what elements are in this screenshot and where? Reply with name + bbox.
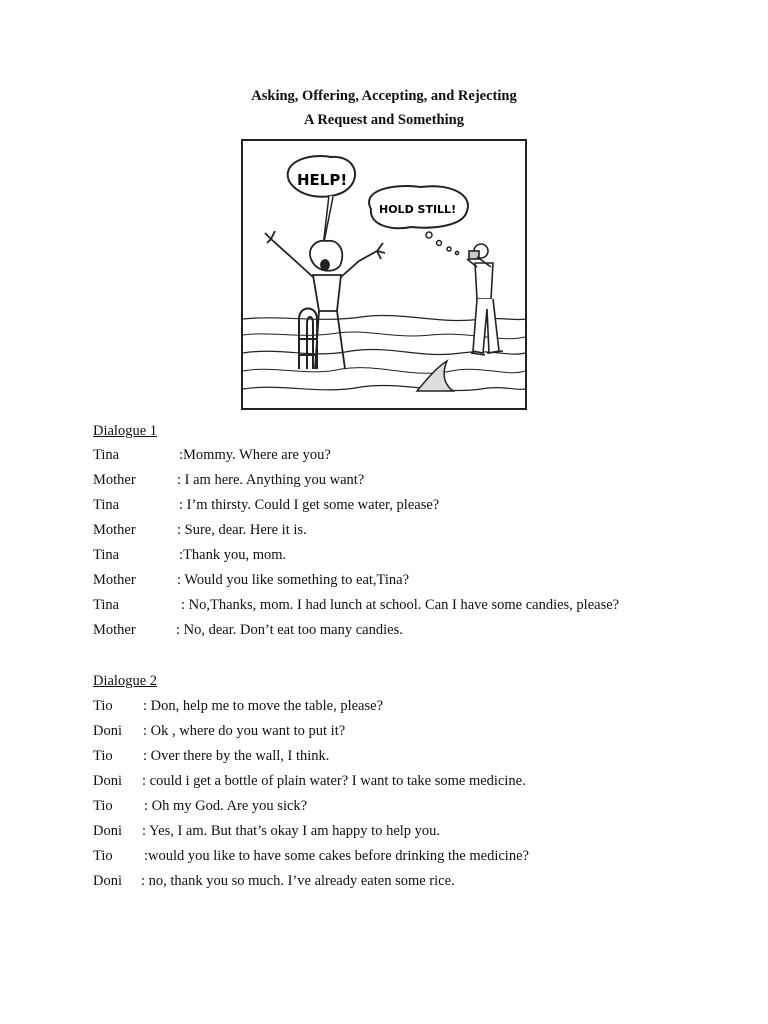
speaker-label: Doni bbox=[93, 773, 122, 789]
dialogue-text: :would you like to have some cakes before drinking the medicine? bbox=[144, 848, 529, 864]
dialogue-text: : I’m thirsty. Could I get some water, please? bbox=[179, 497, 440, 513]
speaker-label: Tina bbox=[93, 597, 120, 613]
dialogue-text: : Sure, dear. Here it is. bbox=[177, 522, 307, 538]
speaker-label: Doni bbox=[93, 873, 122, 889]
dialogue-text: : Over there by the wall, I think. bbox=[143, 748, 330, 764]
dialogue-2-line bbox=[93, 698, 383, 715]
dialogue-2-heading: Dialogue 2 bbox=[93, 673, 158, 689]
dialogue-text: : could i get a bottle of plain water? I want to take some medicine. bbox=[142, 773, 526, 789]
dialogue-1-heading: Dialogue 1 bbox=[93, 423, 158, 439]
speaker-label: Tio bbox=[93, 848, 113, 864]
dialogue-text: :Thank you, mom. bbox=[179, 547, 287, 563]
dialogue-text: : Would you like something to eat,Tina? bbox=[177, 572, 410, 588]
dialogue-2-line bbox=[93, 823, 441, 840]
dialogue-1-line bbox=[93, 497, 440, 514]
speaker-label: Tina bbox=[93, 497, 120, 513]
dialogue-2-line bbox=[93, 848, 529, 865]
dialogue-1-line bbox=[93, 622, 403, 639]
dialogue-1-line bbox=[93, 597, 620, 614]
document-title: Asking, Offering, Accepting, and Rejecting bbox=[251, 88, 517, 104]
speaker-label: Tio bbox=[93, 698, 113, 714]
help-text: HELP! bbox=[297, 171, 348, 189]
speaker-label: Tina bbox=[93, 547, 120, 563]
speaker-label: Mother bbox=[93, 522, 136, 538]
cartoon-illustration bbox=[241, 139, 527, 410]
dialogue-text: : no, thank you so much. I’ve already eaten some rice. bbox=[141, 873, 455, 889]
dialogue-text: : Don, help me to move the table, please? bbox=[143, 698, 383, 714]
document-subtitle: A Request and Something bbox=[304, 112, 464, 128]
dialogue-text: : Oh my God. Are you sick? bbox=[144, 798, 308, 814]
speaker-label: Tio bbox=[93, 748, 113, 764]
speaker-label: Mother bbox=[93, 472, 136, 488]
speaker-label: Tio bbox=[93, 798, 113, 814]
dialogue-text: : No, dear. Don’t eat too many candies. bbox=[176, 622, 403, 638]
dialogue-text: : Yes, I am. But that’s okay I am happy to help you. bbox=[142, 823, 441, 839]
speaker-label: Mother bbox=[93, 622, 136, 638]
dialogue-1-line bbox=[93, 547, 287, 564]
dialogue-1-line bbox=[93, 522, 307, 539]
speaker-label: Mother bbox=[93, 572, 136, 588]
dialogue-2-line bbox=[93, 798, 308, 815]
speaker-label: Doni bbox=[93, 723, 122, 739]
dialogue-2-line bbox=[93, 773, 526, 790]
dialogue-1-line bbox=[93, 472, 365, 489]
hold-still-text: HOLD STILL! bbox=[379, 203, 457, 216]
dialogue-text: : Ok , where do you want to put it? bbox=[143, 723, 346, 739]
dialogue-2-line bbox=[93, 873, 455, 890]
dialogue-text: : No,Thanks, mom. I had lunch at school. Can I have some candies, please? bbox=[181, 597, 620, 613]
dialogue-1-line bbox=[93, 447, 331, 464]
speaker-label: Doni bbox=[93, 823, 122, 839]
dialogue-2-line bbox=[93, 748, 330, 765]
speaker-label: Tina bbox=[93, 447, 120, 463]
dialogue-text: : I am here. Anything you want? bbox=[177, 472, 365, 488]
dialogue-1-line bbox=[93, 572, 410, 589]
dialogue-2-line bbox=[93, 723, 346, 740]
dialogue-text: :Mommy. Where are you? bbox=[179, 447, 331, 463]
